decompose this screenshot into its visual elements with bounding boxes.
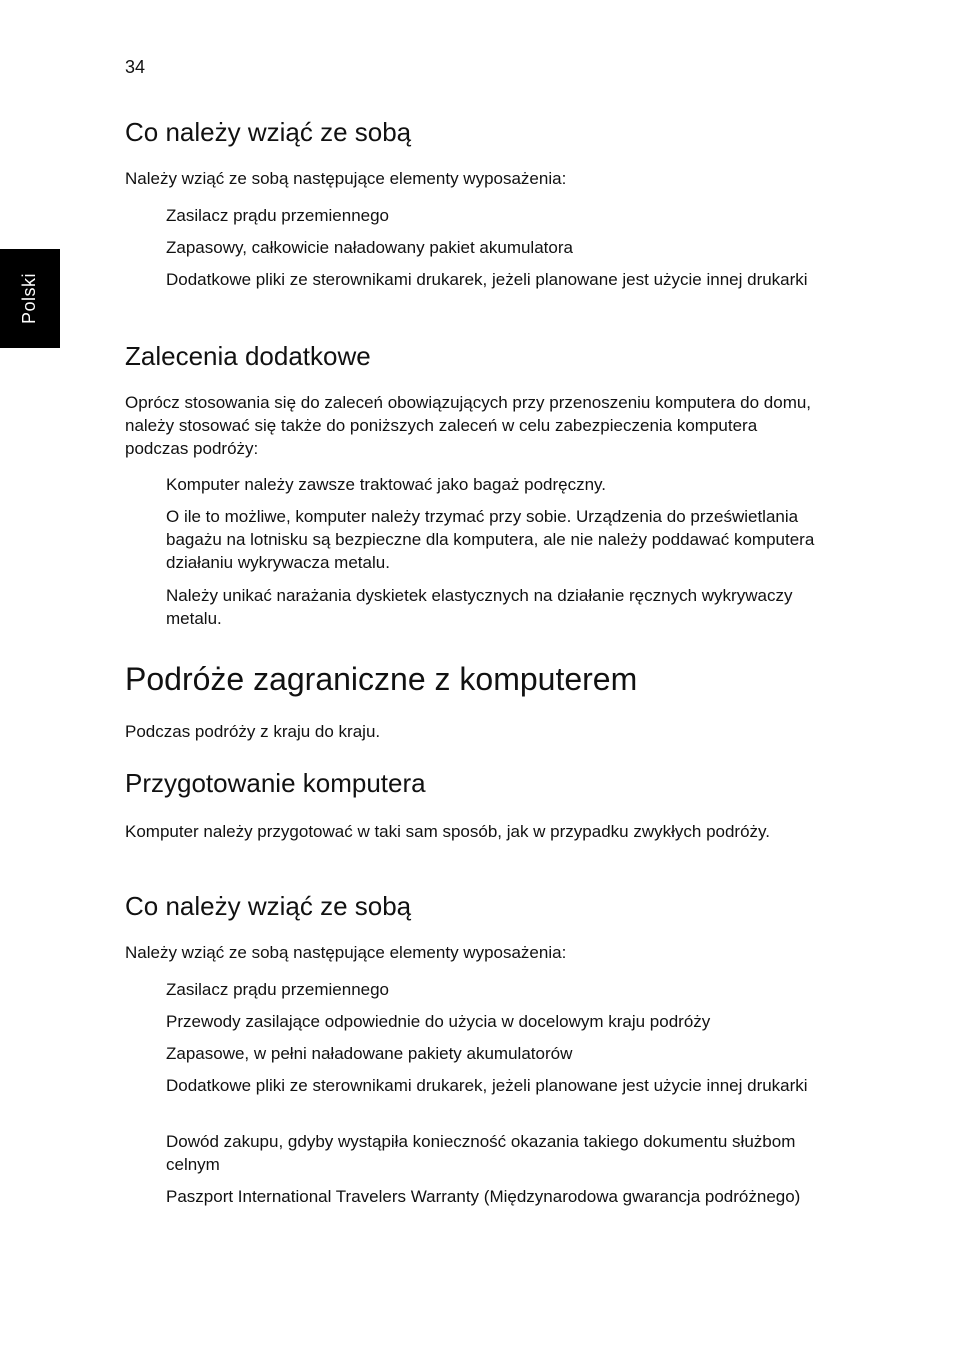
- list-item: Zasilacz prądu przemiennego: [166, 980, 390, 999]
- list-item: O ile to możliwe, komputer należy trzymać przy sobie. Urządzenia do prześwietlania bagażu na lotnisku są bezpieczne dla komputera, ale nie należy poddawać komputera działaniu wykrywacza metalu.: [166, 507, 815, 572]
- chapter-heading-international-travel: Podróże zagraniczne z komputerem: [125, 661, 638, 697]
- section-heading-prepare-computer: Przygotowanie komputera: [125, 768, 426, 798]
- section-heading-additional-tips: Zalecenia dodatkowe: [125, 341, 371, 371]
- list-item: Paszport International Travelers Warranty (Międzynarodowa gwarancja podróżnego): [166, 1187, 801, 1206]
- section-intro: Podczas podróży z kraju do kraju.: [125, 722, 381, 741]
- page-number: 34: [125, 57, 146, 77]
- list-item: Zasilacz prądu przemiennego: [166, 206, 390, 225]
- list-item: Dodatkowe pliki ze sterownikami drukarek, jeżeli planowane jest użycie innej drukarki: [166, 270, 808, 289]
- language-tab: [0, 249, 60, 348]
- section-intro: Należy wziąć ze sobą następujące elementy wyposażenia:: [125, 943, 567, 962]
- list-item: Komputer należy zawsze traktować jako bagaż podręczny.: [166, 475, 607, 494]
- section-intro: Należy wziąć ze sobą następujące elementy wyposażenia:: [125, 169, 567, 188]
- section-heading-what-to-take-abroad: Co należy wziąć ze sobą: [125, 891, 412, 921]
- list-item: Dowód zakupu, gdyby wystąpiła konieczność okazania takiego dokumentu służbom celnym: [166, 1132, 796, 1174]
- list-item: Należy unikać narażania dyskietek elastycznych na działanie ręcznych wykrywaczy metalu.: [166, 586, 793, 628]
- section-intro: Oprócz stosowania się do zaleceń obowiązujących przy przenoszeniu komputera do domu, należy stosować się także do poniższych zaleceń w celu zabezpieczenia komputera podczas podróży:: [125, 393, 812, 458]
- section-heading-what-to-take: Co należy wziąć ze sobą: [125, 117, 412, 147]
- list-item: Zapasowe, w pełni naładowane pakiety akumulatorów: [166, 1044, 573, 1063]
- section-intro: Komputer należy przygotować w taki sam sposób, jak w przypadku zwykłych podróży.: [125, 822, 771, 841]
- list-item: Dodatkowe pliki ze sterownikami drukarek, jeżeli planowane jest użycie innej drukarki: [166, 1076, 808, 1095]
- language-tab-label: Polski: [19, 272, 40, 325]
- list-item: Przewody zasilające odpowiednie do użycia w docelowym kraju podróży: [166, 1012, 711, 1031]
- list-item: Zapasowy, całkowicie naładowany pakiet akumulatora: [166, 238, 573, 257]
